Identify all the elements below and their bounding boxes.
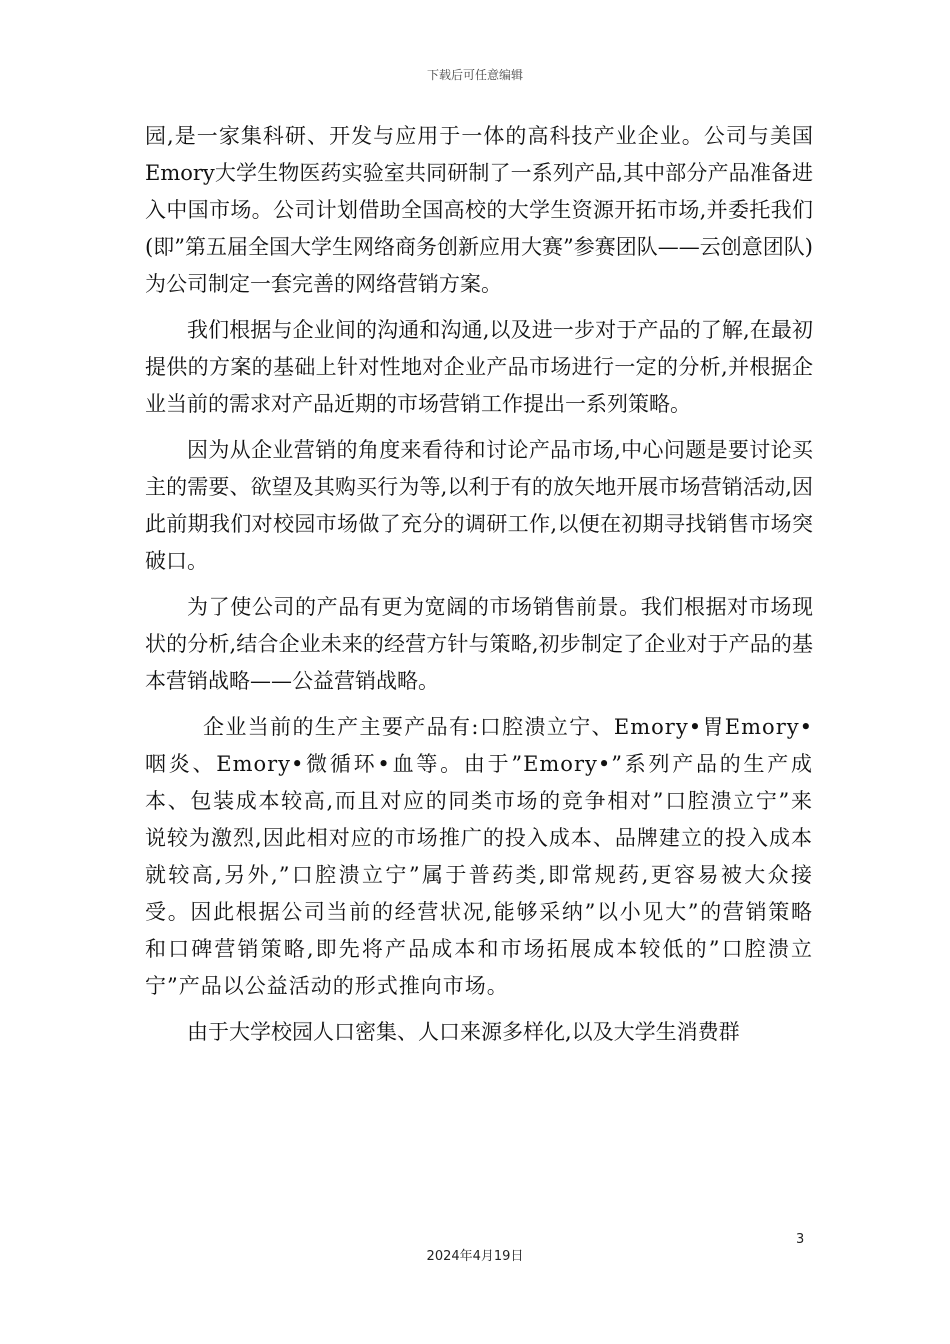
paragraph-1: 园,是一家集科研、开发与应用于一体的高科技产业企业。公司与美国Emory大学生物医药实验室共同研制了一系列产品,其中部分产品准备进入中国市场。公司计划借助全国高校的大学生资源开拓市场,并委托我们(即”第五届全国大学生网络商务创新应用大赛”参赛团队——云创意团队)为公司制定一套完善的网络营销方案。 — [145, 124, 813, 296]
paragraph-4: 为了使公司的产品有更为宽阔的市场销售前景。我们根据对市场现状的分析,结合企业未来的经营方针与策略,初步制定了企业对于产品的基本营销战略——公益营销战略。 — [145, 595, 813, 693]
footer-date: 2024年4月19日 — [426, 1249, 524, 1264]
page-header: 下载后可任意编辑 — [426, 68, 523, 82]
paragraph-3: 因为从企业营销的角度来看待和讨论产品市场,中心问题是要讨论买主的需要、欲望及其购买行为等,以利于有的放矢地开展市场营销活动,因此前期我们对校园市场做了充分的调研工作,以便在初期寻找销售市场突破口。 — [145, 438, 813, 573]
paragraph-6: 由于大学校园人口密集、人口来源多样化,以及大学生消费群 — [187, 1020, 740, 1044]
paragraph-2: 我们根据与企业间的沟通和沟通,以及进一步对于产品的了解,在最初提供的方案的基础上针对性地对企业产品市场进行一定的分析,并根据企业当前的需求对产品近期的市场营销工作提出一系列策略。 — [145, 318, 813, 416]
paragraph-5: 企业当前的生产主要产品有:口腔溃立宁、Emory•胃Emory•咽炎、Emory•微循环•血等。由于”Emory•”系列产品的生产成本、包装成本较高,而且对应的同类市场的竞争相对”口腔溃立宁”来说较为激烈,因此相对应的市场推广的投入成本、品牌建立的投入成本就较高,另外,”口腔溃立宁”属于普药类,即常规药,更容易被大众接受。因此根据公司当前的经营状况,能够采纳”以小见大”的营销策略和口碑营销策略,即先将产品成本和市场拓展成本较低的”口腔溃立宁”产品以公益活动的形式推向市场。 — [145, 715, 813, 998]
page-number: 3 — [796, 1232, 805, 1247]
document-body — [145, 118, 813, 1060]
